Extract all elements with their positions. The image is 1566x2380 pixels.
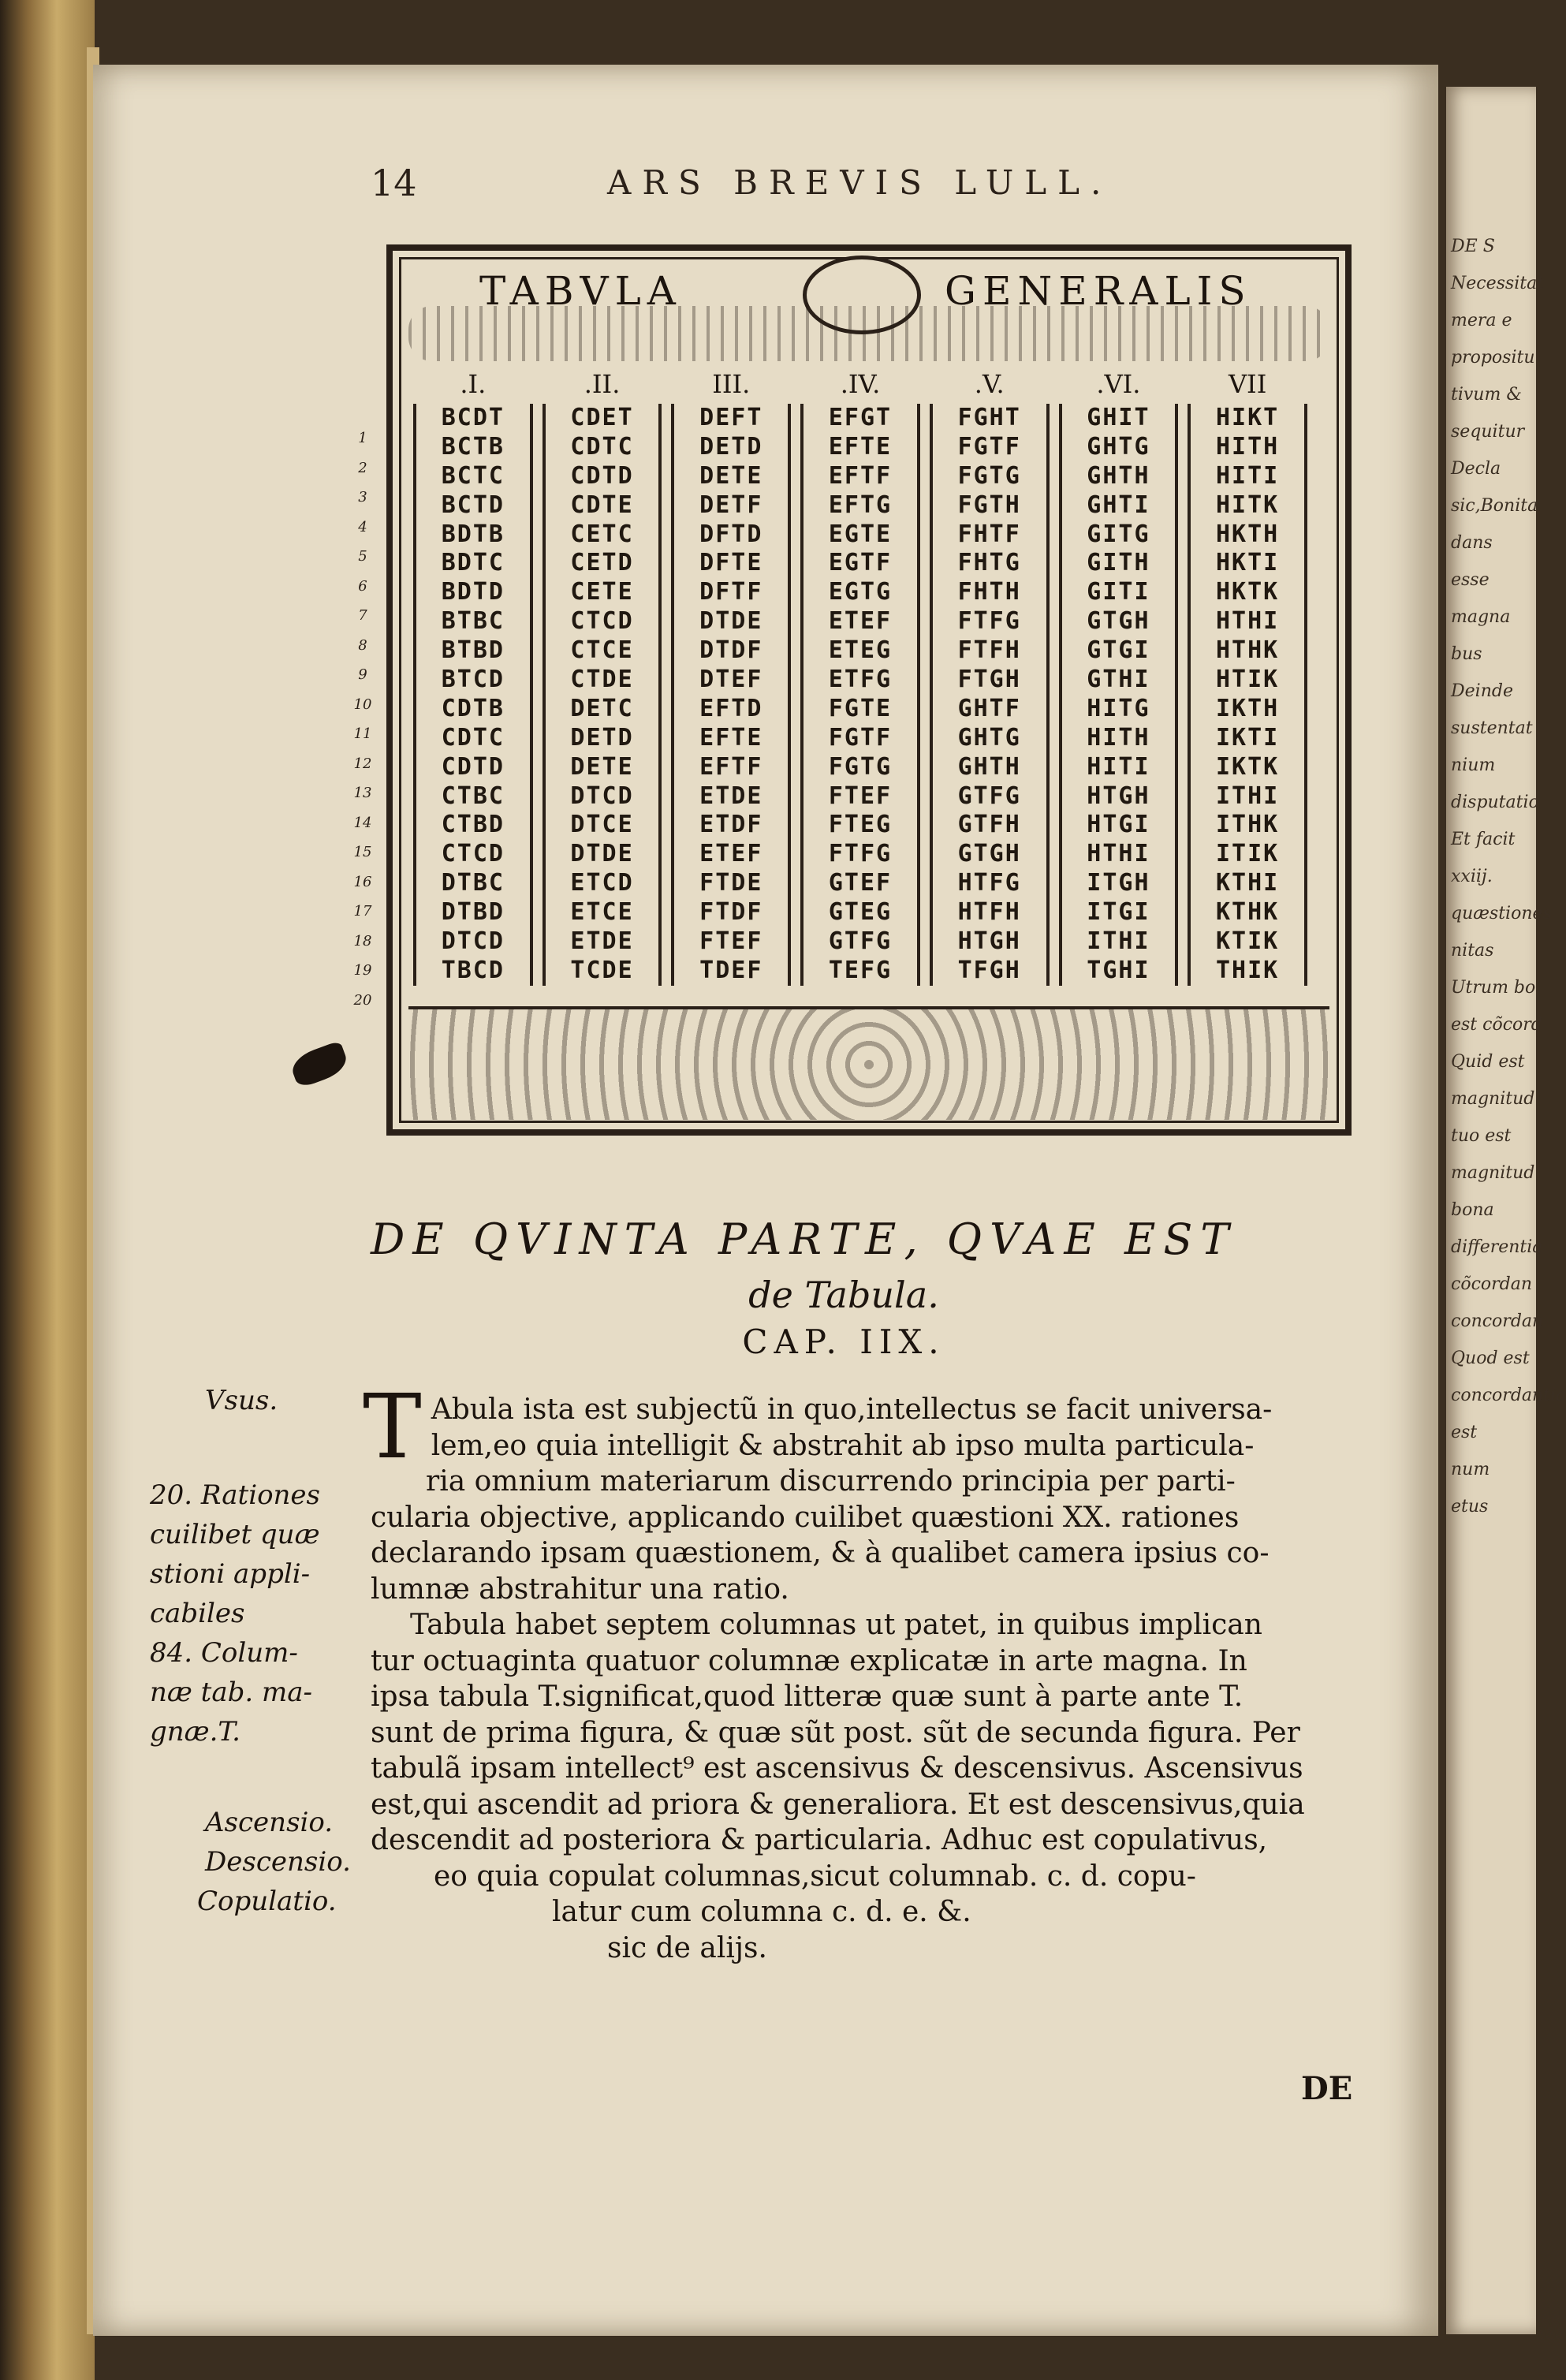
table-cell: ITHK [1216,811,1280,839]
table-cell: FTDE [699,869,763,897]
table-cell: ETCD [570,869,634,897]
table-cell: ETFG [828,666,893,694]
row-number: 11 [353,726,372,742]
table-cell: HITI [1216,461,1280,490]
chapter-subtitle: de Tabula. [748,1274,939,1316]
body-text [363,1376,1356,1966]
table-cell: DETD [570,723,634,752]
table-cell: GTEG [828,898,893,927]
table-cell: GHTF [957,694,1021,722]
body-line: ipsa tabula T.significat,quod litteræ quæ sunt à parte ante T. [371,1681,1243,1713]
margin-note: cuilibet quæ [150,1519,320,1550]
table-cell: CTCD [570,607,634,636]
table-cell: TBCD [441,956,505,984]
page-header [371,162,1380,209]
table-cell: ETCE [570,898,634,927]
row-number: 19 [353,962,372,979]
facing-page-text: Quod est [1451,1349,1530,1368]
facing-page-text: etus [1451,1497,1489,1516]
table-cell: DETD [699,432,763,461]
body-line: sic de alijs. [607,1931,767,1964]
table-cell: ITHI [1216,782,1280,810]
table-cell: ETDE [699,782,763,810]
table-cell: CTCD [441,840,505,868]
table-cell: GTGH [957,840,1021,868]
row-number: 8 [358,636,367,654]
table-cell: CDTD [441,752,505,781]
table-cell: BDTC [441,549,505,577]
chapter-heading [371,1214,1388,1361]
table-cell: EFTF [828,461,893,490]
table-cell: FGHT [957,404,1021,431]
table-cell: TFGH [957,956,1021,984]
row-number: 15 [353,844,372,860]
table-cell: DTBC [441,869,505,897]
table-cell: CDTE [570,491,634,519]
body-line: eo quia copulat columnas,sicut columnab. c. d. copu- [434,1860,1196,1893]
table-cell: HKTK [1216,578,1280,606]
table-cell: CDTB [441,694,505,722]
table-cell: FGTG [828,752,893,781]
table-cell: ITGH [1087,869,1150,897]
column-cells [543,404,662,986]
table-cell: FTFH [957,636,1021,665]
body-line: cularia objective, applicando cuilibet quæstioni XX. rationes [371,1501,1240,1534]
catchword: DE [1301,2070,1353,2107]
table-cell: TDEF [699,956,763,984]
table-cell: DETF [699,491,763,519]
table-cell: GTFG [828,927,893,956]
table-cell: BCDT [441,404,505,431]
table-cell: FTEF [699,927,763,956]
table-cell: BCTD [441,491,505,519]
table-cell: HTGI [1087,811,1150,839]
table-cell: DFTE [699,549,763,577]
table-cell: GHTG [1087,432,1150,461]
table-cell: KTIK [1216,927,1280,956]
facing-page-text: sequitur [1451,422,1525,442]
facing-page-text: Quid est [1451,1052,1525,1072]
table-column [671,369,791,992]
table-cell: GITI [1087,578,1150,606]
margin-note: Descensio. [205,1846,351,1878]
table-cell: EGTG [828,578,893,606]
table-cell: CTDE [570,666,634,694]
facing-page-text: mera e [1451,311,1512,330]
column-numeral: .I. [460,369,487,399]
table-cell: DEFT [699,404,763,431]
running-title: ARS BREVIS LULL. [607,163,1113,202]
table-cell: CDTD [570,461,634,490]
table-cell: GHTI [1087,491,1150,519]
table-cell: ITGI [1087,898,1150,927]
table-cell: CETE [570,578,634,606]
facing-page-text: nitas [1451,941,1494,961]
table-cell: EFGT [828,404,893,431]
table-cell: ETEF [828,607,893,636]
table-cell: ETDE [570,927,634,956]
margin-note: 84. Colum- [150,1637,298,1669]
table-cell: DTCD [570,782,634,810]
facing-page-text: cõcordan [1451,1274,1533,1294]
facing-page-text: concordantia [1451,1386,1566,1405]
table-cell: FGTH [957,491,1021,519]
facing-page-text: est cõcord [1451,1015,1542,1035]
table-cell: DTCD [441,927,505,956]
table-cell: IKTI [1216,723,1280,752]
facing-page-text: concordan [1451,1311,1544,1331]
facing-page-text: magnitud [1451,1089,1535,1109]
table-cell: FTFG [957,607,1021,636]
table-cell: FGTE [828,694,893,722]
body-line: lem,eo quia intelligit & abstrahit ab ipso multa particula- [431,1429,1255,1462]
table-cell: HITK [1216,491,1280,519]
table-cell: TGHI [1087,956,1150,984]
table-cell: DTEF [699,666,763,694]
table-cell: BDTD [441,578,505,606]
table-cell: GHIT [1087,404,1150,431]
table-cell: GHTG [957,723,1021,752]
table-cell: HITH [1087,723,1150,752]
facing-page-text: Utrum bo [1451,978,1536,998]
tabula-generalis [386,244,1352,1136]
column-numeral: III. [712,369,751,399]
table-cell: FTEF [828,782,893,810]
table-cell: EFTD [699,694,763,722]
facing-page-text: bus [1451,644,1482,664]
facing-page-text: Deinde [1451,681,1513,701]
table-cell: ITHI [1087,927,1150,956]
table-cell: HKTI [1216,549,1280,577]
table-cell: DTDE [570,840,634,868]
table-cell: EGTF [828,549,893,577]
table-cell: DFTD [699,520,763,548]
row-number: 18 [353,932,372,949]
table-cell: GTHI [1087,666,1150,694]
facing-page-text: propositu [1451,348,1535,367]
row-number: 10 [353,696,372,713]
table-cell: BCTB [441,432,505,461]
margin-note: 20. Rationes [150,1479,321,1511]
table-cell: CDTC [570,432,634,461]
body-line: descendit ad posteriora & particularia. Adhuc est copulativus, [371,1824,1268,1856]
facing-page-text: sic,Bonita [1451,496,1538,516]
body-line: declarando ipsam quæstionem, & à qualibet camera ipsius co- [371,1537,1270,1569]
table-cell: BCTC [441,461,505,490]
table-cell: FGTF [828,723,893,752]
table-cell: KTHK [1216,898,1280,927]
table-cell: HTHI [1087,840,1150,868]
margin-note: næ tab. ma- [150,1677,312,1708]
column-cells [671,404,791,986]
table-cell: BTBC [441,607,505,636]
table-cell: GTFG [957,782,1021,810]
row-number: 2 [358,459,367,476]
column-numeral: .VI. [1096,369,1141,399]
table-cell: HIKT [1216,404,1280,431]
facing-page-text: est [1451,1423,1478,1442]
table-cell: ETEG [828,636,893,665]
table-cell: IKTK [1216,752,1280,781]
table-cell: EFTF [699,752,763,781]
facing-page-text: magnitud [1451,1163,1535,1183]
table-cell: FTGH [957,666,1021,694]
facing-page-text: Et facit [1451,830,1516,849]
body-line: tabulã ipsam intellect⁹ est ascensivus & descensivus. Ascensivus [371,1752,1303,1785]
table-title-right: GENERALIS [945,268,1252,314]
table-column [800,369,920,992]
body-line: tur octuaginta quatuor columnæ explicatæ in arte magna. In [371,1644,1247,1677]
table-cell: DETC [570,694,634,722]
table-cell: BDTB [441,520,505,548]
table-cell: DTDE [699,607,763,636]
column-numeral: VII [1228,369,1267,399]
body-line: ria omnium materiarum discurrendo principia per parti- [426,1465,1236,1498]
table-cell: CDET [570,404,634,431]
row-number: 7 [358,607,367,624]
table-cell: CTBC [441,782,505,810]
ornament-arches [408,306,1329,361]
column-numeral: .V. [974,369,1005,399]
table-cell: FTEG [828,811,893,839]
facing-page-text: bona [1451,1200,1494,1220]
table-cell: GITH [1087,549,1150,577]
row-number: 16 [353,873,372,890]
column-cells [1059,404,1179,986]
table-column [930,369,1050,992]
margin-note: cabiles [150,1598,245,1629]
facing-page-text: magna [1451,607,1511,627]
table-cell: HTHK [1216,636,1280,665]
facing-page-text: tivum & [1451,385,1522,405]
margin-note: gnæ.T. [150,1716,240,1748]
table-cell: HTGH [1087,782,1150,810]
table-column [1059,369,1179,992]
row-numbers [347,430,378,1021]
facing-page-text: num [1451,1460,1490,1479]
row-number: 20 [353,991,372,1009]
table-columns [408,369,1312,992]
table-cell: FHTF [957,520,1021,548]
row-number: 1 [358,430,367,446]
table-cell: HTIK [1216,666,1280,694]
body-line: Tabula habet septem columnas ut patet, in quibus implican [410,1609,1262,1641]
body-line: Abula ista est subjectũ in quo,intellectus se facit universa- [431,1393,1273,1426]
table-cell: FGTG [957,461,1021,490]
facing-page-text: disputatio [1451,793,1539,812]
row-number: 6 [358,577,367,595]
table-cell: HKTH [1216,520,1280,548]
margin-note: Ascensio. [205,1807,334,1838]
table-title-left: TABVLA [479,268,682,314]
table-column [413,369,533,992]
table-cell: THIK [1216,956,1280,984]
row-number: 14 [353,814,372,831]
row-number: 9 [358,666,367,683]
page-number: 14 [371,162,417,204]
table-cell: HITG [1087,694,1150,722]
facing-page-edge [1446,87,1566,2334]
table-cell: ITIK [1216,840,1280,868]
table-cell: ETEF [699,840,763,868]
row-number: 4 [358,518,367,535]
column-numeral: .II. [584,369,621,399]
row-number: 12 [353,755,372,772]
table-cell: DFTF [699,578,763,606]
table-cell: CETC [570,520,634,548]
table-cell: IKTH [1216,694,1280,722]
table-cell: EGTE [828,520,893,548]
row-number: 5 [358,548,367,565]
table-cell: FGTF [957,432,1021,461]
book-binding [0,0,95,2380]
table-cell: HTGH [957,927,1021,956]
table-cell: GHTH [957,752,1021,781]
table-cell: TEFG [828,956,893,984]
facing-page-text: Necessitat [1451,274,1545,293]
table-cell: BTCD [441,666,505,694]
table-cell: HTHI [1216,607,1280,636]
table-cell: EFTE [699,723,763,752]
table-cell: FHTG [957,549,1021,577]
column-numeral: .IV. [840,369,881,399]
table-cell: CDTC [441,723,505,752]
table-cell: ETDF [699,811,763,839]
table-cell: TCDE [570,956,634,984]
margin-note: Vsus. [205,1385,278,1416]
table-cell: GTFH [957,811,1021,839]
facing-page-text: DE S [1451,237,1495,256]
ornament-foliage [408,1006,1329,1120]
table-cell: HITH [1216,432,1280,461]
facing-page-text: differentia [1451,1237,1543,1257]
table-column [543,369,662,992]
chapter-number: CAP. IIX. [742,1322,945,1361]
body-line: latur cum columna c. d. e. &. [552,1896,971,1928]
table-cell: FTDF [699,898,763,927]
margin-note: stioni appli- [150,1558,311,1590]
column-cells [930,404,1050,986]
table-cell: HTFG [957,869,1021,897]
table-cell: EFTG [828,491,893,519]
body-line: lumnæ abstrahitur una ratio. [371,1572,789,1606]
column-cells [800,404,920,986]
row-number: 17 [353,903,372,920]
facing-page-text: esse [1451,570,1490,590]
column-cells [1188,404,1307,986]
column-cells [413,404,533,986]
table-cell: DTCE [570,811,634,839]
table-cell: CTCE [570,636,634,665]
body-line: sunt de prima figura, & quæ sũt post. sũt de secunda figura. Per [371,1716,1300,1749]
table-cell: GHTH [1087,461,1150,490]
facing-page-text: Decla [1451,459,1501,479]
table-cell: DETE [570,752,634,781]
table-cell: HTFH [957,898,1021,927]
row-number: 3 [358,489,367,505]
table-cell: FHTH [957,578,1021,606]
facing-page-text: dans [1451,533,1493,553]
table-cell: BTBD [441,636,505,665]
table-cell: CTBD [441,811,505,839]
margin-note: Copulatio. [197,1886,337,1917]
facing-page-text: xxiij. [1451,867,1493,886]
facing-page-text: tuo est [1451,1126,1512,1146]
table-cell: DETE [699,461,763,490]
table-cell: GITG [1087,520,1150,548]
table-cell: EFTE [828,432,893,461]
drop-cap: T [363,1376,422,1479]
table-cell: GTGH [1087,607,1150,636]
table-cell: GTGI [1087,636,1150,665]
facing-page-text: quæstiones [1451,904,1552,923]
table-cell: KTHI [1216,869,1280,897]
table-cell: DTDF [699,636,763,665]
table-cell: CETD [570,549,634,577]
row-number: 13 [353,785,372,801]
table-cell: GTEF [828,869,893,897]
body-line: est,qui ascendit ad priora & generaliora. Et est descensivus,quia [371,1788,1305,1821]
chapter-title: DE QVINTA PARTE, QVAE EST [371,1214,1237,1264]
table-cell: FTFG [828,840,893,868]
table-cell: HITI [1087,752,1150,781]
table-column [1188,369,1307,992]
facing-page-text: sustentat [1451,718,1533,738]
facing-page-text: nium [1451,755,1496,775]
table-cell: DTBD [441,898,505,927]
